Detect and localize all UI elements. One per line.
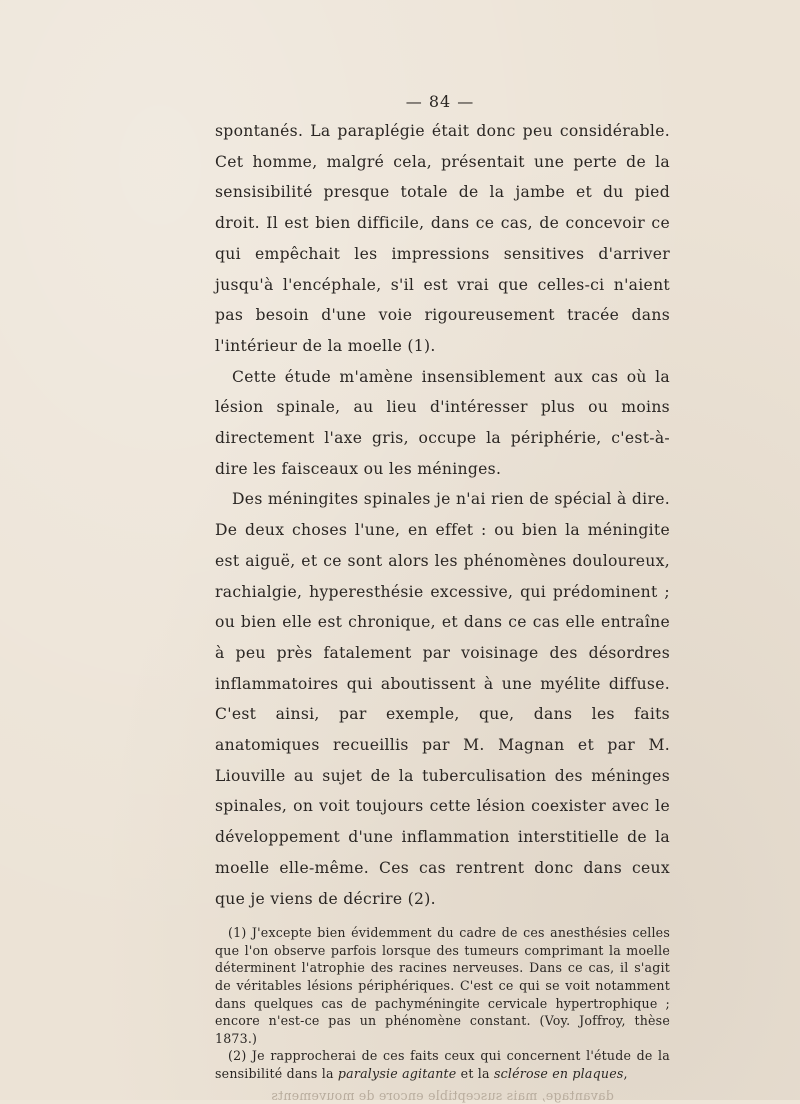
bleed-through-text: davantage, mais susceptible encore de mouvements xyxy=(271,1087,614,1103)
footnote-2-start: (2) Je rapprocherai de ces faits ceux qui concernent l'étude de la sensibilité dans la xyxy=(215,1048,670,1082)
main-text xyxy=(215,116,670,1104)
page-number: — 84 — xyxy=(405,92,475,111)
paragraph-2: Cette étude m'amène insensiblement aux cas où la lésion spinale, au lieu d'intéresser plus ou moins directement l'axe gris, occupe la périphérie, c'est-à-dire les faisceaux ou les méninges. xyxy=(215,367,670,478)
footnote-2 xyxy=(215,1047,670,1082)
footnote-2-italic-2: sclérose en plaques xyxy=(493,1066,624,1082)
footnotes xyxy=(215,924,670,1082)
footnote-2-mid: et la xyxy=(456,1066,494,1082)
paragraph-3: Des méningites spinales je n'ai rien de spécial à dire. De deux choses l'une, en effet : ou bien la méningite est aiguë, et ce sont alors les phénomènes douloureux, rachialgie, hyperesthésie excessive, qui prédominent ; ou bien elle est chronique, et dans ce cas elle entraîne à peu près fatalement par voisinage des désordres inflammatoires qui aboutissent à une myélite diffuse. C'est ainsi, par exemple, que, dans les faits anatomiques recueillis par M. Magnan et par M. Liouville au sujet de la tuberculisation des méninges spinales, on voit toujours cette lésion coexister avec le développement d'une inflammation interstitielle de la moelle elle-même. Ces cas rentrent donc dans ceux que je viens de décrire (2). xyxy=(215,490,670,908)
footnote-2-end: , xyxy=(623,1066,628,1082)
footnote-2-italic-1: paralysie agitante xyxy=(337,1066,457,1082)
paragraph-1: spontanés. La paraplégie était donc peu considérable. Cet homme, malgré cela, présentait une perte de la sensisibilité presque totale de la jambe et du pied droit. Il est bien difficile, dans ce cas, de concevoir ce qui empêchait les impressions sensitives d'arriver jusqu'à l'encéphale, s'il est vrai que celles-ci n'aient pas besoin d'une voie rigoureusement tracée dans l'intérieur de la moelle (1). xyxy=(215,122,670,355)
footnote-1: (1) J'excepte bien évidemment du cadre de ces anesthésies celles que l'on observe parfois lorsque des tumeurs comprimant la moelle déterminent l'atrophie des racines nerveuses. Dans ce cas, il s'agit de véritables lésions périphériques. C'est ce qui se voit notamment dans quelques cas de pachyméningite cervicale hypertrophique ; encore n'est-ce pas un phénomène constant. (Voy. Joffroy, thèse 1873.) xyxy=(215,925,670,1046)
